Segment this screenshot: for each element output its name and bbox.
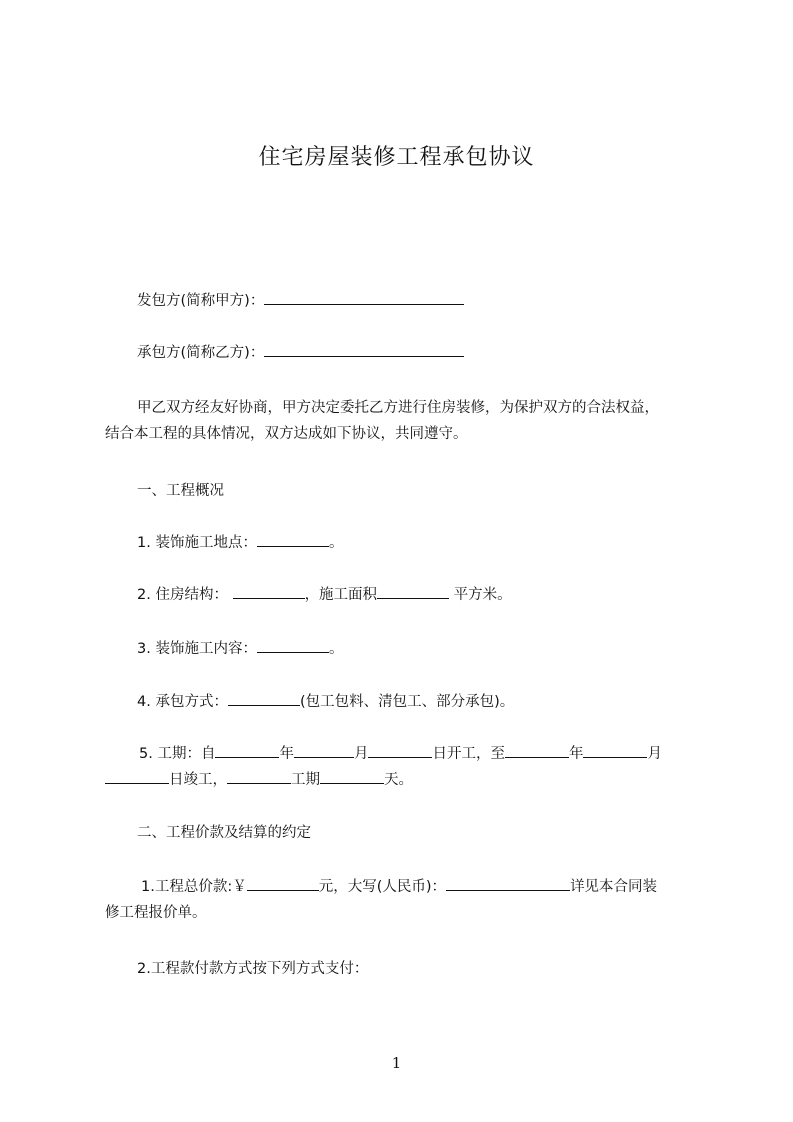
item-1-end: 。	[328, 535, 344, 551]
price-capital-blank[interactable]	[446, 876, 570, 891]
item-1-line	[105, 530, 705, 556]
item-3-label: 3. 装饰施工内容：	[137, 641, 257, 657]
intro-paragraph	[105, 395, 705, 447]
item-2-line	[105, 582, 705, 608]
price-mid: 元，大写(人民币)：	[318, 879, 447, 895]
item-1-blank[interactable]	[257, 532, 329, 547]
item-2-label: 2. 住房结构：	[137, 587, 228, 603]
item-3-line	[105, 636, 705, 662]
item-5-paragraph	[105, 741, 705, 793]
item-5-year-2: 年	[568, 746, 584, 762]
item-5-days: 天。	[384, 772, 413, 788]
party-a-blank[interactable]	[264, 290, 464, 305]
area-blank[interactable]	[377, 584, 449, 599]
party-a-label: 发包方(简称甲方)：	[137, 293, 265, 309]
item-5-period: 工期	[291, 772, 320, 788]
item-3-end: 。	[328, 641, 344, 657]
section-2-heading: 二、工程价款及结算的约定	[137, 825, 311, 841]
item-5-month-1: 月	[353, 746, 369, 762]
item-1-label: 1. 装饰施工地点：	[137, 535, 257, 551]
start-year-blank[interactable]	[215, 743, 279, 758]
price-line-2: 修工程报价单。	[105, 905, 207, 921]
item-2-end: 平方米。	[449, 587, 512, 603]
price-label: 1.工程总价款:￥	[141, 879, 247, 895]
end-month-blank[interactable]	[583, 743, 647, 758]
page-number: 1	[391, 1054, 402, 1072]
party-b-line	[105, 340, 705, 366]
item-3-blank[interactable]	[257, 638, 329, 653]
section-1-heading: 一、工程概况	[137, 483, 224, 499]
end-day-blank[interactable]	[105, 769, 169, 784]
item-2-mid: ，施工面积	[304, 587, 378, 603]
item-4-line	[105, 689, 705, 715]
period-prefix-blank[interactable]	[227, 769, 291, 784]
start-month-blank[interactable]	[294, 743, 354, 758]
party-b-blank[interactable]	[264, 342, 464, 357]
end-year-blank[interactable]	[505, 743, 569, 758]
item-5-month-2: 月	[647, 746, 662, 762]
item-4-label: 4. 承包方式：	[137, 694, 228, 710]
item-4-blank[interactable]	[228, 691, 300, 706]
item-5-line-2	[105, 767, 705, 793]
item-5-start: 日开工，至	[432, 746, 505, 762]
intro-line-1: 甲乙双方经友好协商，甲方决定委托乙方进行住房装修，为保护双方的合法权益，	[137, 400, 659, 416]
item-4-end: (包工包料、清包工、部分承包)。	[299, 694, 515, 710]
price-end: 详见本合同装	[570, 879, 658, 895]
party-a-line	[105, 288, 705, 314]
party-b-label: 承包方(简称乙方)：	[137, 345, 265, 361]
item-5-label: 5. 工期：自	[139, 746, 216, 762]
structure-blank[interactable]	[233, 584, 305, 599]
item-5-line-1	[105, 741, 705, 767]
period-days-blank[interactable]	[320, 769, 384, 784]
start-day-blank[interactable]	[368, 743, 432, 758]
intro-line-2: 结合本工程的具体情况，双方达成如下协议，共同遵守。	[105, 426, 468, 442]
payment-method-line: 2.工程款付款方式按下列方式支付：	[137, 961, 369, 977]
price-line-1	[105, 874, 705, 900]
price-paragraph	[105, 874, 705, 926]
price-amount-blank[interactable]	[247, 876, 319, 891]
item-5-end-day: 日竣工，	[169, 772, 227, 788]
document-title: 住宅房屋装修工程承包协议	[258, 145, 535, 170]
item-5-year-1: 年	[279, 746, 294, 762]
